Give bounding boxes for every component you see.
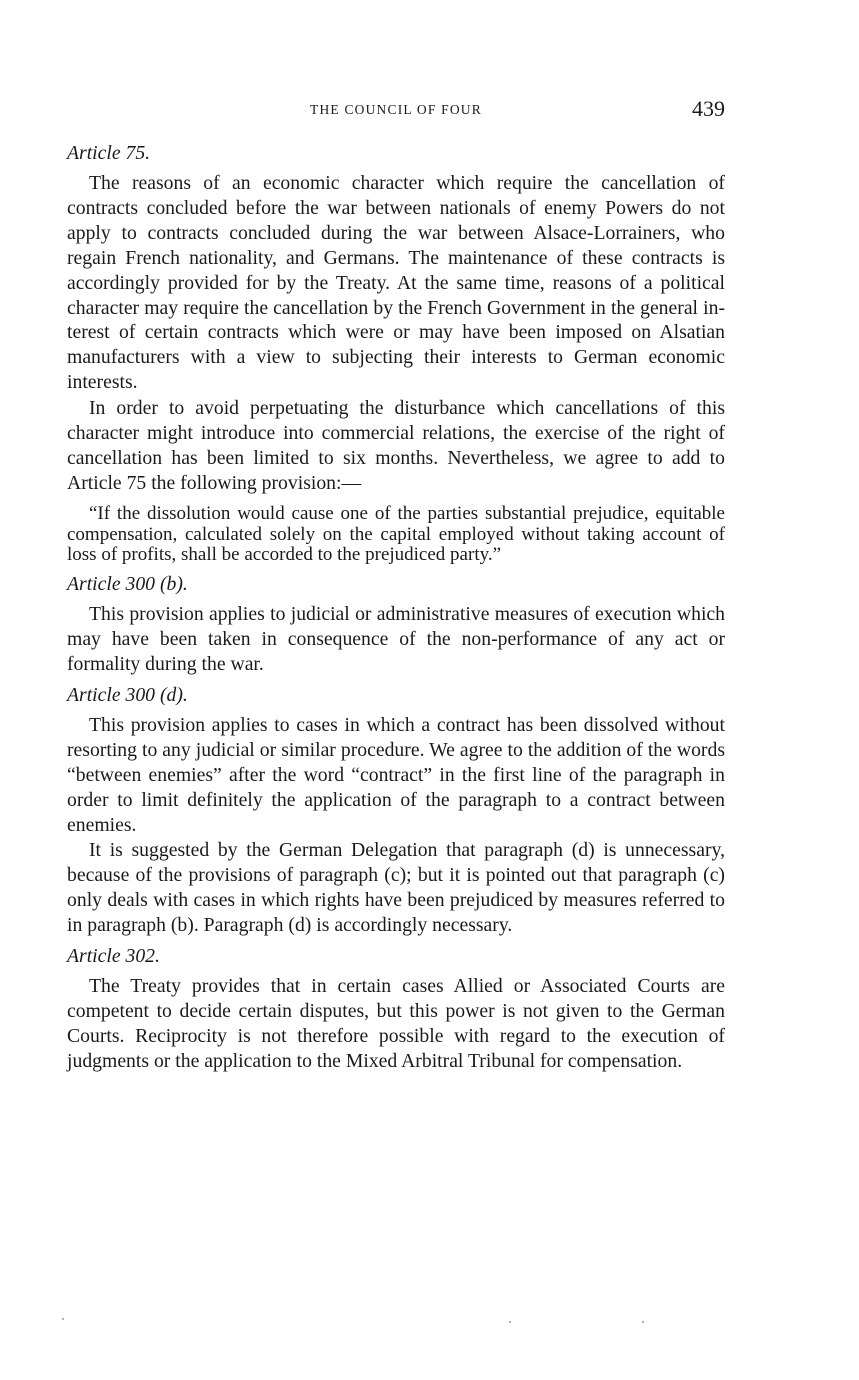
article-75-paragraph-2: In order to avoid perpetuating the disturbance which cancellations of this character might introduce into commercial relations, the exercise of the right of cancellation has been limited to six months. Nevertheless, we agree to add to Article 75 the following provision:— bbox=[67, 397, 725, 494]
article-75-quoted-provision: “If the dissolution would cause one of the parties substantial prejudice, equitable compensation, calculated solely on the capital employed without taking account of loss of profits, shall be accorded to the prejudiced party.” bbox=[67, 502, 725, 566]
article-302-paragraph: The Treaty provides that in certain cases Allied or Associated Courts are competent to decide certain disputes, but this power is not given to the German Courts. Reciprocity is not therefore possible with regard to the execution of judgments or the application to the Mixed Arbitral Tribunal for compensation. bbox=[67, 975, 725, 1072]
article-300d-heading: Article 300 (d). bbox=[67, 683, 188, 706]
article-75-paragraph-1: The reasons of an economic character which require the cancellation of contracts concluded before the war between nationals of enemy Powers do not apply to contracts concluded during the war between Alsace-Lorrainers, who regain French nationality, and Germans. The maintenance of these contracts is accordingly provided for by the Treaty. At the same time, reasons of a political character may require the cancellation by the French Government in the general interest of certain contracts which were or may have been imposed on Alsatian manufacturers with a view to subjecting their interests to German economic interests. bbox=[67, 172, 725, 394]
article-300d-paragraph-1: This provision applies to cases in which a contract has been dissolved without resorting to any judicial or similar procedure. We agree to the addition of the words “between enemies” after the word “contract” in the first line of the paragraph in order to limit definitely the application of the paragraph to a contract between enemies. bbox=[67, 713, 725, 836]
article-300b-heading: Article 300 (b). bbox=[67, 573, 188, 596]
body-text bbox=[67, 140, 725, 1074]
page-number: 439 bbox=[692, 96, 725, 121]
running-head bbox=[67, 98, 725, 124]
article-300b-paragraph: This provision applies to judicial or administrative measures of execution which may have been taken in consequence of the non-performance of any act or formality during the war. bbox=[67, 603, 725, 675]
scan-speck bbox=[509, 1321, 511, 1323]
article-300d-paragraph-2: It is suggested by the German Delegation that paragraph (d) is unnecessary, because of the provisions of paragraph (c); but it is pointed out that paragraph (c) only deals with cases in which rights have been prejudiced by measures referred to in paragraph (b). Paragraph (d) is accordingly necessary. bbox=[67, 839, 725, 937]
article-75-heading: Article 75. bbox=[67, 142, 151, 164]
running-title: THE COUNCIL OF FOUR bbox=[310, 102, 482, 117]
article-302-heading: Article 302. bbox=[67, 945, 160, 968]
scan-speck bbox=[62, 1318, 64, 1320]
scan-speck bbox=[642, 1321, 644, 1323]
